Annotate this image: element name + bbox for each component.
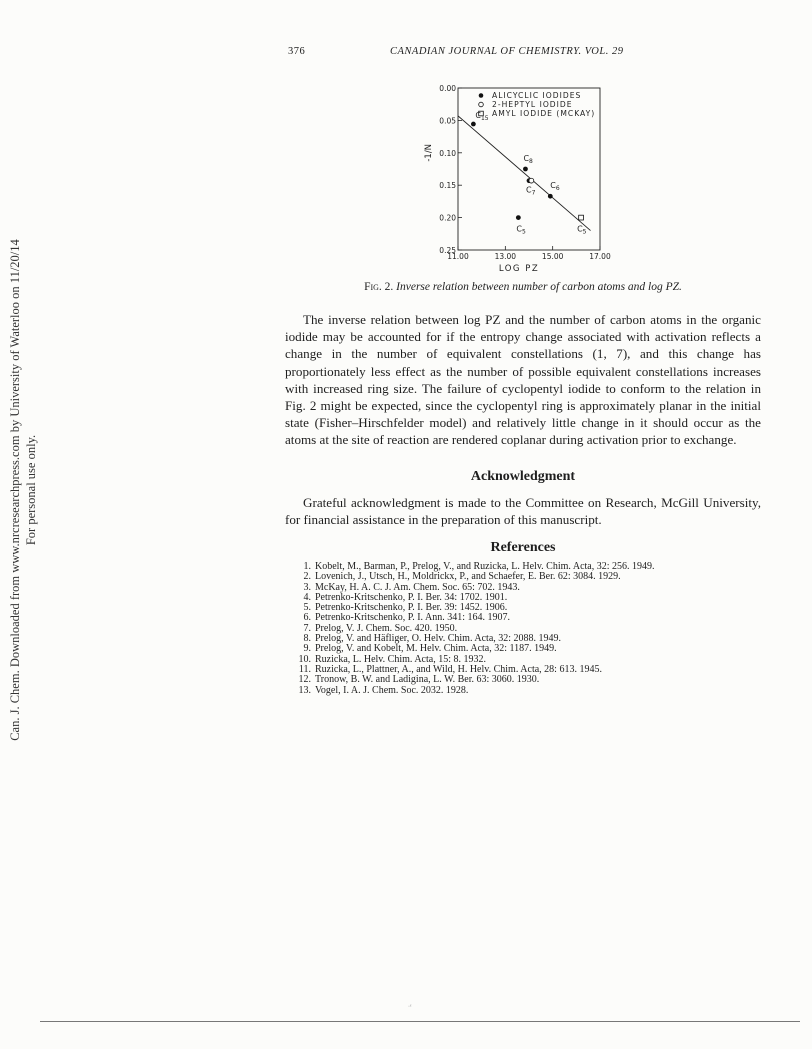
reference-item: 5. Petrenko-Kritschenko, P. I. Ber. 39: 1452. 1906. — [303, 602, 508, 614]
data-point — [548, 194, 553, 199]
reference-item: 6. Petrenko-Kritschenko, P. I. Ann. 341: 164. 1907. — [303, 612, 510, 624]
running-head — [288, 46, 758, 62]
reference-item: 3. McKay, H. A. C. J. Am. Chem. Soc. 65: 702. 1943. — [303, 581, 520, 593]
data-point-label: $C_8$ — [523, 154, 533, 165]
data-point-subscript: 8 — [529, 158, 533, 165]
journal-title: CANADIAN JOURNAL OF CHEMISTRY. VOL. 29 — [390, 46, 624, 57]
reference-item: 2. Lovenich, J., Utsch, H., Moldrickx, P., and Schaefer, E. Ber. 62: 3084. 1929. — [303, 571, 621, 583]
y-tick-label: 0.25 — [439, 246, 456, 255]
reference-item: 10. Ruzicka, L. Helv. Chim. Acta, 15: 8. 1932. — [298, 653, 486, 665]
data-point — [516, 215, 521, 220]
reference-item: 9. Prelog, V. and Kobelt, M. Helv. Chim. Acta, 32: 1187. 1949. — [303, 643, 557, 655]
figure-label: Fig. 2. — [364, 281, 394, 293]
printer-mark: ·ᵋ — [408, 1004, 412, 1010]
data-point-label: $C_6$ — [550, 181, 560, 193]
reference-item: 4. Petrenko-Kritschenko, P. I. Ber. 34: 1702. 1901. — [303, 591, 508, 603]
data-point-label: $C_{15}$ — [475, 111, 489, 123]
page-number: 376 — [288, 46, 306, 57]
legend-marker-filled-circle — [479, 93, 484, 98]
data-point-subscript: 7 — [531, 189, 536, 197]
y-tick-label: 0.10 — [439, 148, 456, 158]
acknowledgment-paragraph: Grateful acknowledgment is made to the Committee on Research, McGill University, for financial assistance in the preparation of this manuscript. — [285, 495, 761, 528]
reference-item: 12. Tronow, B. W. and Ladigina, L. W. Ber. 63: 3060. 1930. — [298, 674, 540, 686]
legend-marker-open-circle — [479, 102, 484, 107]
reference-item: 13. Vogel, I. A. J. Chem. Soc. 2032. 1928. — [298, 684, 469, 696]
x-tick-label: 17.00 — [589, 252, 611, 261]
y-axis-label: -1/N — [424, 143, 434, 162]
download-watermark — [8, 235, 42, 745]
data-point-open-circle — [529, 178, 534, 183]
data-point-open-square — [579, 215, 584, 220]
data-point-label: $C_5$ — [577, 224, 587, 236]
figure-caption — [285, 281, 761, 293]
legend-entry: 2-HEPTYL IODIDE — [492, 100, 573, 109]
y-tick-label: 0.05 — [439, 116, 456, 126]
reference-list — [297, 562, 797, 696]
data-point-label: $C_5$ — [516, 224, 526, 236]
data-point-subscript: 6 — [555, 185, 560, 193]
discussion-paragraph: The inverse relation between log PZ and the number of carbon atoms in the organic iodide may be accounted for if the entropy change associated with activation reflects a change in the number of equivalent constellations (1, 7), and this change has proportionately less effect as the number of possible equivalent constellations increases with increased ring size. The failure of cyclopentyl iodide to conform to the relation in Fig. 2 might be expected, since the cyclopentyl ring is approximately planar in the initial state (Fisher–Hirschfelder model) and relatively little change in it should occur as the atoms at the site of reaction are rendered coplanar during activation prior to exchange. — [285, 312, 761, 448]
regression-line — [458, 116, 591, 231]
legend-entry: AMYL IODIDE (MCKAY) — [492, 109, 596, 118]
references-heading: References — [490, 540, 556, 555]
x-tick-label: 13.00 — [494, 252, 517, 261]
reference-item: 8. Prelog, V. and Häfliger, O. Helv. Chim. Acta, 32: 2088. 1949. — [303, 633, 562, 645]
acknowledgment-heading: Acknowledgment — [470, 469, 576, 484]
data-point-subscript: 15 — [480, 115, 489, 123]
x-tick-label: 15.00 — [541, 252, 564, 261]
x-axis-label: LOG PZ — [498, 264, 540, 274]
data-point — [471, 122, 476, 127]
legend-entry: ALICYCLIC IODIDES — [492, 91, 582, 100]
reference-item: 11. Ruzicka, L., Plattner, A., and Wild, H. Helv. Chim. Acta, 28: 613. 1945. — [298, 663, 602, 675]
page-bottom-rule — [40, 1021, 800, 1022]
reference-item: 1. Kobelt, M., Barman, P., Prelog, V., and Ruzicka, L. Helv. Chim. Acta, 32: 256. 1949. — [303, 561, 655, 572]
data-point-label: $C_7$ — [526, 185, 536, 197]
personal-use-notice: For personal use only. — [24, 434, 38, 546]
figure-2-scatter-plot — [418, 80, 658, 275]
y-tick-label: 0.15 — [439, 181, 456, 191]
data-point-subscript: 5 — [582, 228, 587, 236]
data-point-subscript: 5 — [521, 228, 526, 236]
y-tick-label: 0.20 — [439, 213, 456, 223]
data-point — [523, 167, 528, 172]
reference-item: 7. Prelog, V. J. Chem. Soc. 420. 1950. — [303, 622, 458, 634]
figure-caption-text: Inverse relation between number of carbon atoms and log PZ. — [396, 281, 682, 293]
x-tick-label: 11.00 — [447, 252, 469, 261]
download-notice-line: Can. J. Chem. Downloaded from www.nrcresearchpress.com by University of Waterloo on 11/20/14 — [8, 239, 22, 741]
y-tick-label: 0.00 — [439, 84, 456, 93]
